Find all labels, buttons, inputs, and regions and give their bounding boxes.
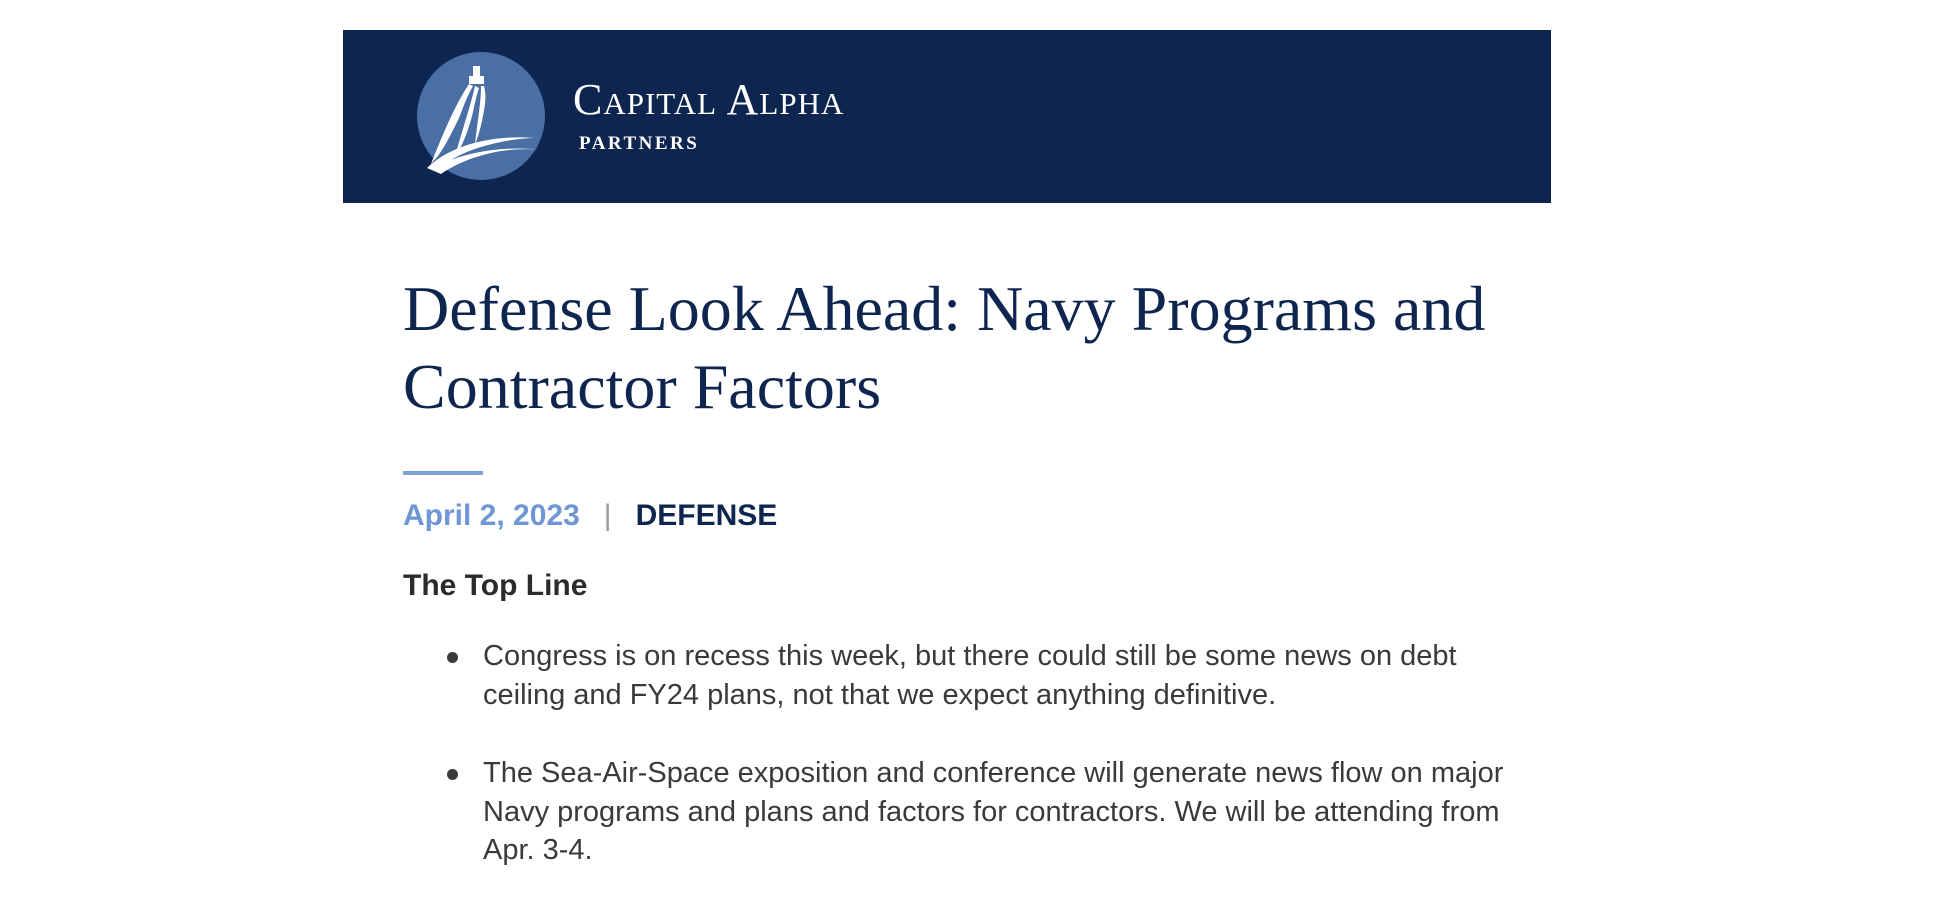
section-heading: The Top Line <box>403 569 588 602</box>
brand-name: Capital Alpha <box>573 75 845 124</box>
bullet-text: The Sea-Air-Space exposition and conference will generate news flow on major Navy programs and plans and factors for contractors. We will be attending from Apr. 3-4. <box>483 757 1504 866</box>
list-item <box>403 637 1523 714</box>
category-label: DEFENSE <box>635 499 778 532</box>
bullet-icon <box>447 652 458 663</box>
article-title: Defense Look Ahead: Navy Programs and Contractor Factors <box>403 273 1486 422</box>
header-banner <box>343 30 1551 203</box>
article-meta <box>403 496 777 536</box>
bullet-list <box>403 637 1523 910</box>
brand-subtitle: PARTNERS <box>579 133 700 154</box>
publish-date: April 2, 2023 <box>403 499 580 532</box>
meta-separator: | <box>603 499 612 532</box>
capitol-dome-icon <box>417 52 545 180</box>
bullet-text: Congress is on recess this week, but there could still be some news on debt ceiling and FY24 plans, not that we expect anything definitive. <box>483 640 1457 711</box>
list-item <box>403 754 1523 870</box>
title-accent-rule <box>403 471 483 475</box>
bullet-icon <box>447 769 458 780</box>
